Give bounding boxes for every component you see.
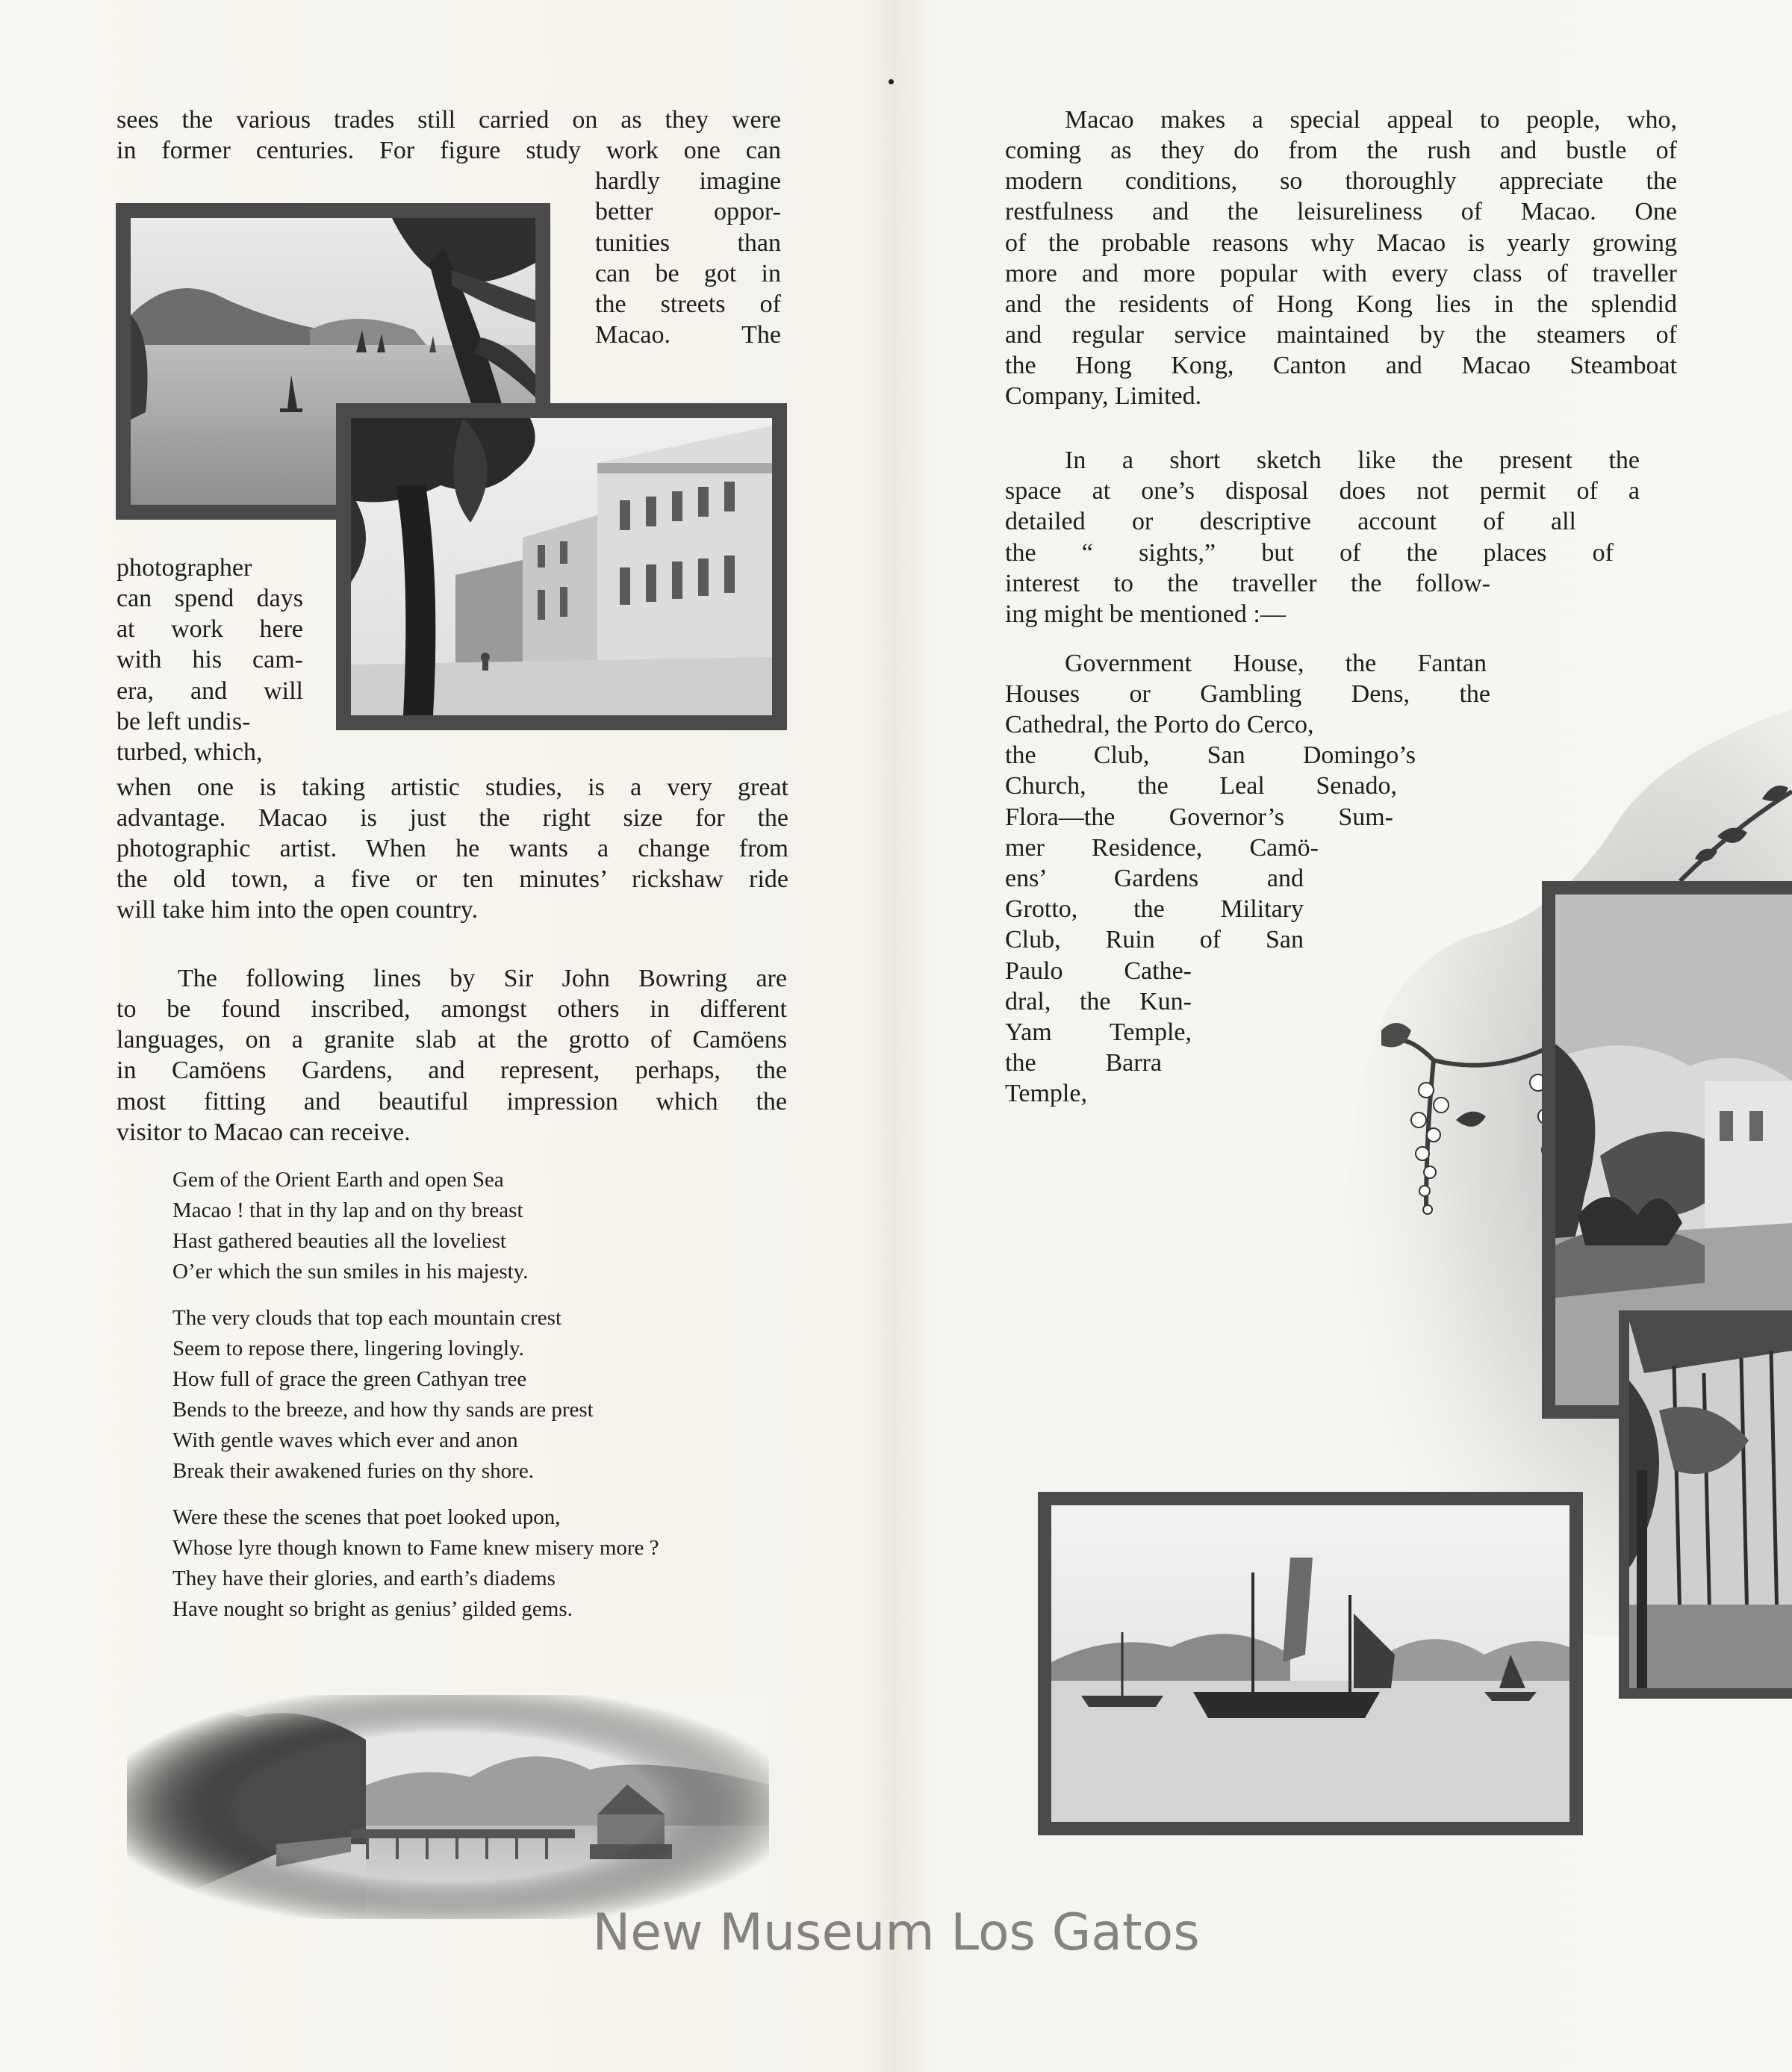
text-line: Macao. The bbox=[595, 321, 781, 349]
poem-line: Break their awakened furies on thy shore. bbox=[172, 1459, 534, 1483]
poem-line: Have nought so bright as genius’ gilded gems. bbox=[172, 1597, 573, 1621]
text-line: sees the various trades still carried on as they were bbox=[116, 106, 781, 134]
poem-line: Bends to the breeze, and how thy sands are prest bbox=[172, 1398, 594, 1422]
text-line: the Hong Kong, Canton and Macao Steamboat bbox=[1005, 352, 1677, 379]
text-line: ens’ Gardens and bbox=[1005, 865, 1304, 892]
text-line: be left undis- bbox=[116, 708, 251, 735]
text-line: Paulo Cathe- bbox=[1005, 957, 1192, 985]
poem-line: How full of grace the green Cathyan tree bbox=[172, 1367, 527, 1391]
text-line: era, and will bbox=[116, 677, 303, 705]
gutter-dot bbox=[889, 79, 894, 84]
photo-street bbox=[336, 403, 787, 730]
text-line: interest to the traveller the follow- bbox=[1005, 570, 1490, 597]
poem-line: Whose lyre though known to Fame knew misery more ? bbox=[172, 1536, 659, 1560]
photo-bamboo-pavilion bbox=[1619, 1310, 1792, 1699]
text-line: photographer bbox=[116, 554, 252, 582]
text-line: The following lines by Sir John Bowring are bbox=[178, 965, 787, 992]
text-line: of the probable reasons why Macao is yearly growing bbox=[1005, 229, 1677, 257]
poem-line: Macao ! that in thy lap and on thy breast bbox=[172, 1198, 523, 1222]
text-line: will take him into the open country. bbox=[116, 896, 479, 924]
text-line: Temple, bbox=[1005, 1080, 1087, 1107]
text-line: mer Residence, Camö- bbox=[1005, 834, 1319, 862]
text-line: with his cam- bbox=[116, 646, 303, 673]
text-line: turbed, which, bbox=[116, 738, 263, 766]
text-line: Yam Temple, bbox=[1005, 1018, 1192, 1046]
text-line: restfulness and the leisureliness of Macao. One bbox=[1005, 198, 1677, 225]
vignette-waterfront bbox=[127, 1695, 769, 1919]
text-line: the old town, a five or ten minutes’ rickshaw ride bbox=[116, 865, 788, 893]
text-line: detailed or descriptive account of all bbox=[1005, 508, 1576, 535]
text-line: better oppor- bbox=[595, 198, 781, 225]
poem-line: The very clouds that top each mountain crest bbox=[172, 1306, 562, 1330]
poem-line: Seem to repose there, lingering lovingly. bbox=[172, 1337, 524, 1360]
text-line: in Camöens Gardens, and represent, perhaps, the bbox=[116, 1057, 787, 1084]
poem-line: O’er which the sun smiles in his majesty. bbox=[172, 1260, 529, 1284]
text-line: modern conditions, so thoroughly appreciate the bbox=[1005, 167, 1677, 195]
text-line: coming as they do from the rush and bustle of bbox=[1005, 137, 1677, 164]
text-line: when one is taking artistic studies, is a very great bbox=[116, 774, 788, 801]
text-line: space at one’s disposal does not permit of a bbox=[1005, 477, 1640, 505]
text-line: at work here bbox=[116, 615, 303, 643]
poem-line: With gentle waves which ever and anon bbox=[172, 1428, 518, 1452]
text-line: Church, the Leal Senado, bbox=[1005, 772, 1397, 800]
text-line: the Barra bbox=[1005, 1049, 1162, 1077]
text-line: dral, the Kun- bbox=[1005, 988, 1192, 1015]
text-line: photographic artist. When he wants a change from bbox=[116, 835, 788, 862]
text-line: tunities than bbox=[595, 229, 781, 257]
poem-line: Gem of the Orient Earth and open Sea bbox=[172, 1168, 504, 1192]
text-line: advantage. Macao is just the right size for the bbox=[116, 804, 788, 832]
text-line: Company, Limited. bbox=[1005, 382, 1202, 410]
text-line: more and more popular with every class of traveller bbox=[1005, 260, 1677, 287]
text-line: the streets of bbox=[595, 290, 781, 318]
text-line: Cathedral, the Porto do Cerco, bbox=[1005, 711, 1314, 738]
text-line: Club, Ruin of San bbox=[1005, 926, 1304, 953]
text-line: and regular service maintained by the steamers of bbox=[1005, 321, 1677, 349]
text-line: hardly imagine bbox=[595, 167, 781, 195]
poem-line: Were these the scenes that poet looked upon, bbox=[172, 1505, 561, 1529]
text-line: Grotto, the Military bbox=[1005, 895, 1304, 923]
right-page bbox=[896, 0, 1792, 2072]
text-line: in former centuries. For figure study work one can bbox=[116, 137, 781, 164]
text-line: most fitting and beautiful impression which the bbox=[116, 1088, 787, 1116]
text-line: the “ sights,” but of the places of bbox=[1005, 539, 1614, 567]
text-line: the Club, San Domingo’s bbox=[1005, 741, 1416, 769]
text-line: In a short sketch like the present the bbox=[1065, 447, 1640, 474]
text-line: can be got in bbox=[595, 260, 781, 287]
text-line: to be found inscribed, amongst others in different bbox=[116, 995, 787, 1023]
photo-harbour-junks bbox=[1038, 1492, 1583, 1835]
text-line: Flora—the Governor’s Sum- bbox=[1005, 803, 1393, 831]
text-line: languages, on a granite slab at the grotto of Camöens bbox=[116, 1026, 787, 1054]
text-line: visitor to Macao can receive. bbox=[116, 1119, 411, 1146]
poem-line: They have their glories, and earth’s diadems bbox=[172, 1567, 556, 1590]
text-line: ing might be mentioned :— bbox=[1005, 600, 1286, 628]
watermark: New Museum Los Gatos bbox=[592, 1903, 1200, 1962]
text-line: can spend days bbox=[116, 585, 303, 612]
poem-line: Hast gathered beauties all the loveliest bbox=[172, 1229, 506, 1253]
text-line: Houses or Gambling Dens, the bbox=[1005, 680, 1490, 708]
text-line: Macao makes a special appeal to people, who, bbox=[1065, 106, 1677, 134]
text-line: Government House, the Fantan bbox=[1065, 650, 1487, 677]
text-line: and the residents of Hong Kong lies in the splendid bbox=[1005, 290, 1677, 318]
